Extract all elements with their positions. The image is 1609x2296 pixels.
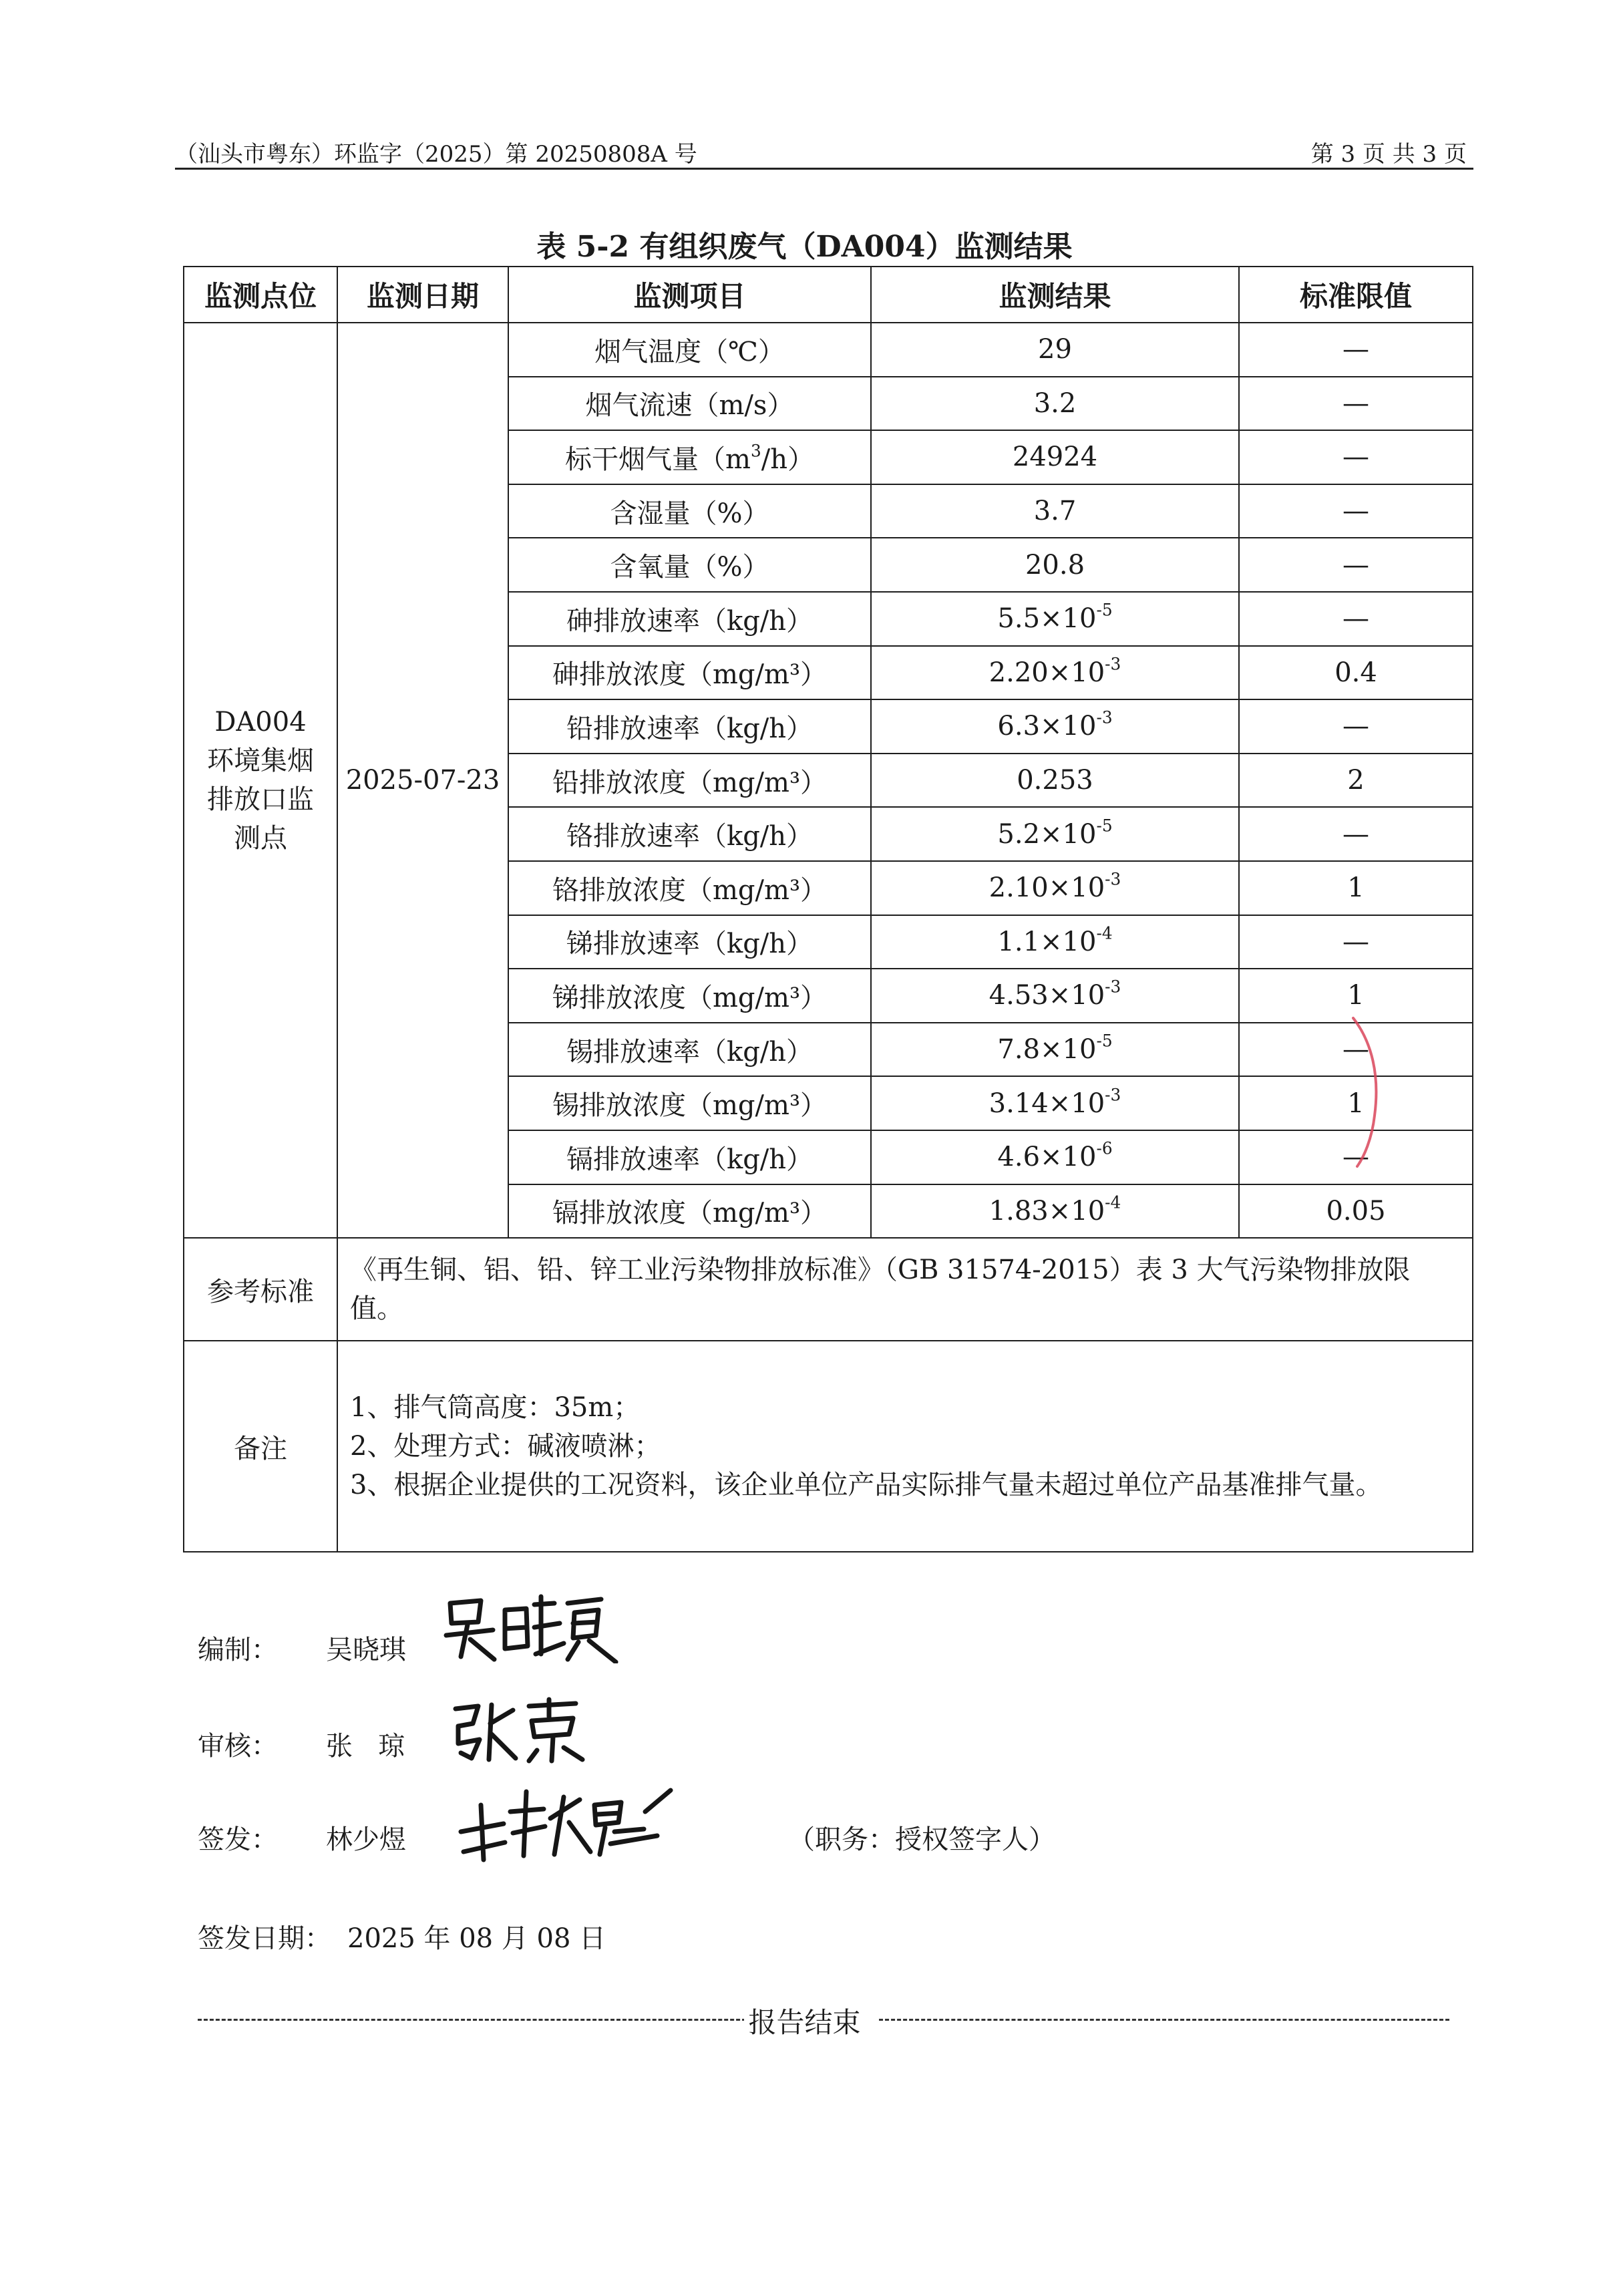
limit-cell: — [1239,1130,1473,1184]
issuer-role: （职务：授权签字人） [788,1824,1055,1855]
limit-cell: — [1239,538,1473,592]
result-cell [871,1023,1239,1077]
reference-standard-text: 《再生铜、铝、铅、锌工业污染物排放标准》（GB 31574-2015）表 3 大气污染物排放限值。 [337,1238,1473,1341]
notes-row [184,1341,1473,1552]
result-cell [871,861,1239,915]
location-line: 测点 [234,823,287,854]
result-base: 2.10×10 [989,872,1105,904]
result-exponent: -6 [1096,1138,1113,1158]
limit-cell: — [1239,377,1473,431]
column-header: 监测项目 [508,267,871,323]
reviewed-signature [449,1697,589,1764]
item-cell: 铬排放浓度（mg/m³） [508,861,871,915]
result-base: 1.1×10 [997,926,1097,957]
result-base: 4.6×10 [997,1142,1097,1173]
notes-label: 备注 [184,1341,337,1552]
result-cell [871,699,1239,754]
result-base: 2.20×10 [989,657,1105,688]
result-cell [871,915,1239,969]
result-exponent: -5 [1096,600,1113,620]
location-line: DA004 [214,707,307,738]
item-cell: 镉排放速率（kg/h） [508,1130,871,1184]
reference-row [184,1238,1473,1341]
item-cell [508,430,871,484]
limit-cell: — [1239,484,1473,538]
item-cell: 铅排放浓度（mg/m³） [508,754,871,808]
location-line: 环境集烟 [207,746,314,777]
result-cell [871,646,1239,700]
item-cell: 锡排放浓度（mg/m³） [508,1076,871,1130]
issue-date-label: 签发日期： [198,1923,331,1954]
limit-cell: — [1239,915,1473,969]
compiled-label: 编制： [198,1635,278,1665]
result-cell [871,807,1239,861]
limit-cell: 1 [1239,1076,1473,1130]
issue-date-line [198,1917,606,1955]
result-base: 3.14×10 [989,1088,1105,1119]
item-cell: 铅排放速率（kg/h） [508,699,871,754]
result-base: 6.3×10 [997,711,1097,742]
result-cell: 3.2 [871,377,1239,431]
header-rule [175,168,1473,170]
issued-name: 林少煜 [326,1824,406,1855]
page-indicator: 第 3 页 共 3 页 [1310,141,1467,168]
result-cell: 3.7 [871,484,1239,538]
result-exponent: -4 [1096,923,1113,943]
result-cell [871,1076,1239,1130]
result-base: 4.53×10 [989,980,1105,1011]
limit-cell: — [1239,592,1473,646]
result-cell: 24924 [871,430,1239,484]
item-cell: 镉排放浓度（mg/m³） [508,1184,871,1239]
result-exponent: -3 [1105,1085,1121,1105]
limit-cell: — [1239,1023,1473,1077]
notes-text [337,1341,1473,1552]
column-header: 监测日期 [337,267,508,323]
report-number: （汕头市粤东）环监字（2025）第 20250808A 号 [175,141,697,168]
item-cell: 含氧量（%） [508,538,871,592]
report-end-text: 报告结束 [744,2006,864,2039]
item-cell: 锑排放速率（kg/h） [508,915,871,969]
result-cell [871,1184,1239,1239]
item-cell: 砷排放速率（kg/h） [508,592,871,646]
column-header: 标准限值 [1239,267,1473,323]
monitoring-date: 2025-07-23 [337,323,508,1238]
issued-label: 签发： [198,1824,278,1855]
result-cell [871,592,1239,646]
result-exponent: -4 [1105,1192,1121,1212]
result-base: 5.5×10 [997,603,1097,635]
monitoring-location [184,323,337,1238]
result-cell: 0.253 [871,754,1239,808]
limit-cell: — [1239,430,1473,484]
result-exponent: -3 [1105,869,1121,889]
results-table [183,266,1473,1552]
red-pen-mark [1345,1015,1392,1169]
result-cell: 20.8 [871,538,1239,592]
item-suffix: /h） [761,444,814,475]
compiled-name: 吴晓琪 [326,1635,406,1665]
result-exponent: -3 [1105,654,1121,674]
item-cell: 烟气温度（℃） [508,323,871,377]
table-title: 表 5-2 有组织废气（DA004）监测结果 [536,230,1073,264]
compiled-signature [441,1590,621,1663]
result-cell [871,1130,1239,1184]
result-base: 1.83×10 [989,1195,1105,1226]
issue-date: 2025 年 08 月 08 日 [347,1923,606,1954]
result-cell [871,969,1239,1023]
column-header: 监测点位 [184,267,337,323]
result-base: 7.8×10 [997,1034,1097,1065]
limit-cell: 1 [1239,969,1473,1023]
limit-cell: 0.4 [1239,646,1473,700]
location-line: 排放口监 [207,784,314,816]
report-end [0,2001,1609,2041]
note-line: 2、处理方式：碱液喷淋； [350,1431,661,1462]
limit-cell: 2 [1239,754,1473,808]
limit-cell: — [1239,323,1473,377]
table-header-row [184,267,1473,323]
item-cell: 砷排放浓度（mg/m³） [508,646,871,700]
limit-cell: 1 [1239,861,1473,915]
item-cell: 铬排放速率（kg/h） [508,807,871,861]
limit-cell: 0.05 [1239,1184,1473,1239]
result-exponent: -3 [1096,708,1113,728]
result-exponent: -5 [1096,1031,1113,1051]
item-prefix: 标干烟气量（m [565,444,751,475]
item-cell: 烟气流速（m/s） [508,377,871,431]
result-exponent: -3 [1105,977,1121,997]
limit-cell: — [1239,699,1473,754]
item-cell: 含湿量（%） [508,484,871,538]
reviewed-label: 审核： [198,1731,278,1762]
result-base: 5.2×10 [997,818,1097,850]
table-row [184,323,1473,377]
reference-label: 参考标准 [184,1238,337,1341]
item-cell: 锑排放浓度（mg/m³） [508,969,871,1023]
reviewed-name: 张 琼 [326,1731,405,1762]
issued-signature [457,1785,677,1865]
result-exponent: -5 [1096,816,1113,836]
item-cell: 锡排放速率（kg/h） [508,1023,871,1077]
note-line: 3、根据企业提供的工况资料，该企业单位产品实际排气量未超过单位产品基准排气量。 [350,1470,1383,1501]
note-line: 1、排气筒高度：35m； [350,1392,641,1424]
item-superscript: 3 [750,441,761,461]
limit-cell: — [1239,807,1473,861]
column-header: 监测结果 [871,267,1239,323]
result-cell: 29 [871,323,1239,377]
